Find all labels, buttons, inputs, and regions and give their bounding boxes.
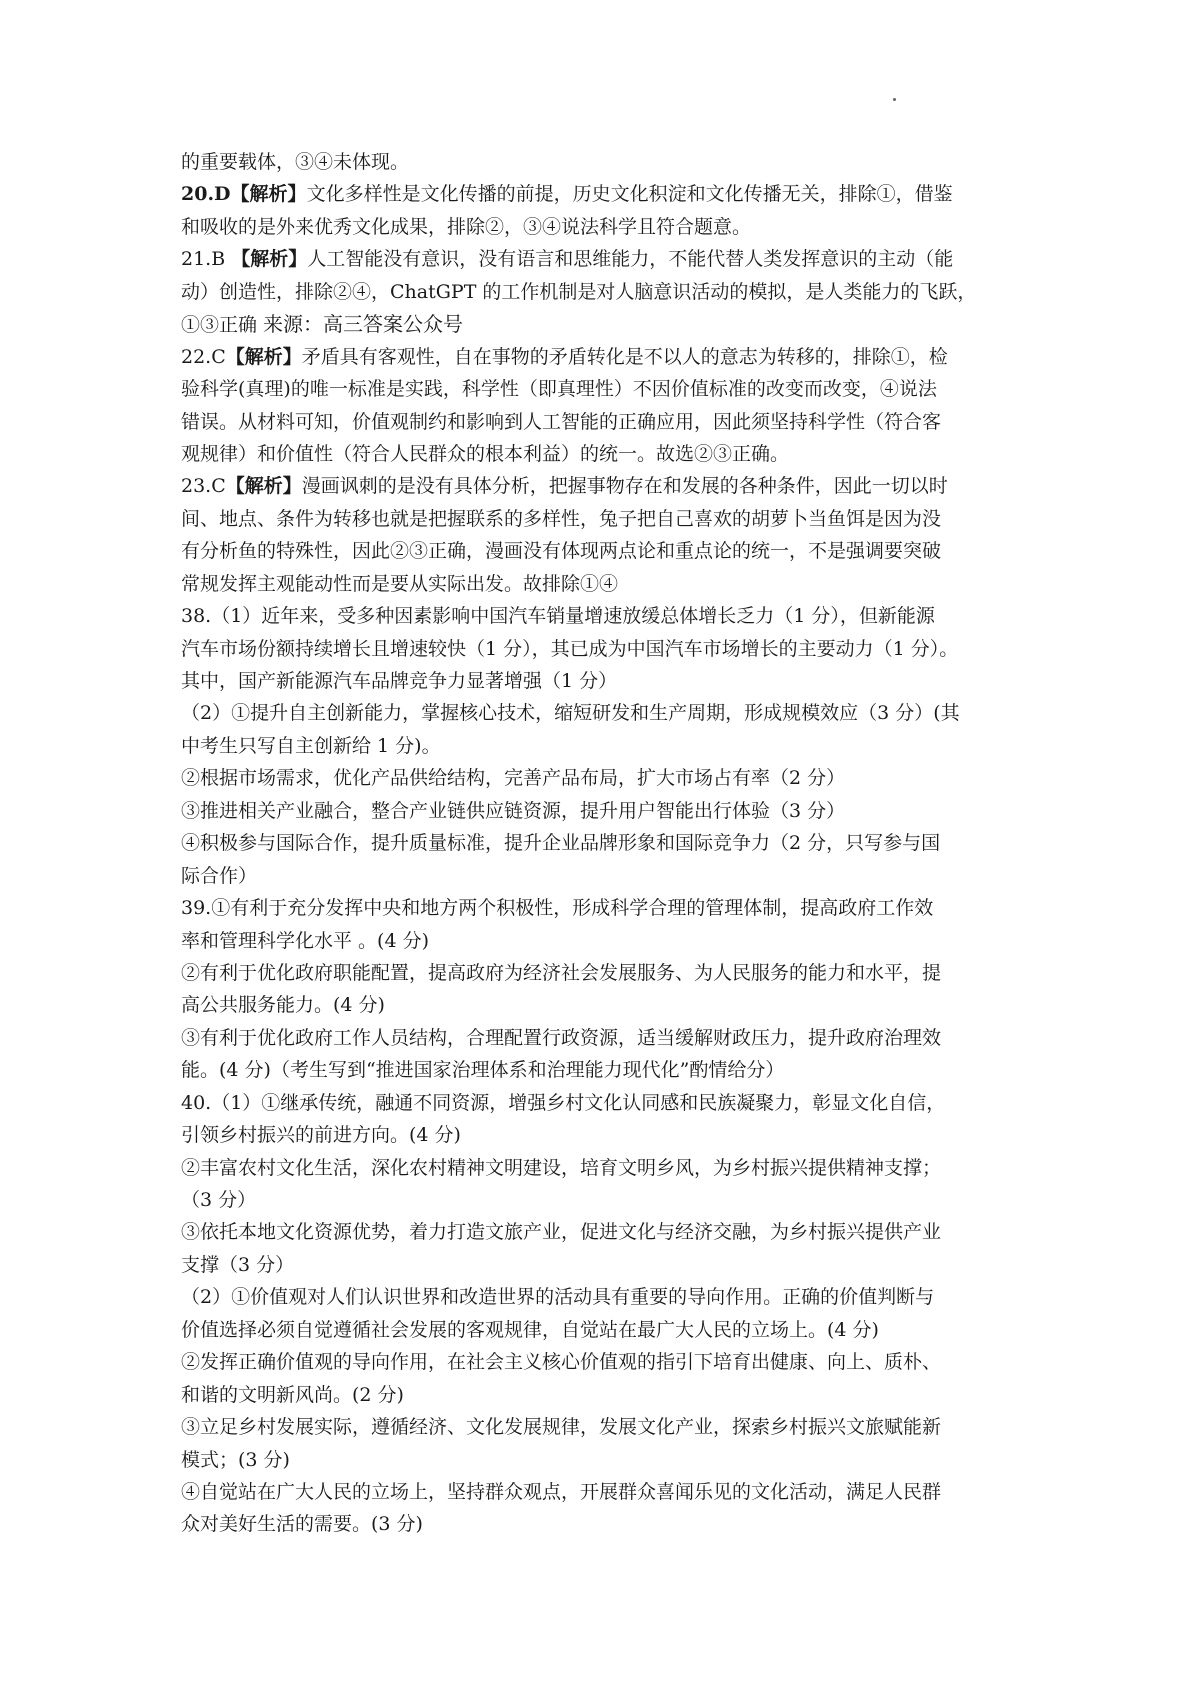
- text-line: [181, 308, 1027, 340]
- text-run: 38.（1）近年来，受多种因素影响中国汽车销量增速放缓总体增长乏力（1 分），但新能源: [181, 605, 935, 628]
- text-line: [181, 1152, 1027, 1184]
- text-run: 价值选择必须自觉遵循社会发展的客观规律，自觉站在最广大人民的立场上。(4 分): [181, 1318, 879, 1341]
- answer-key-body: [181, 146, 1027, 1541]
- text-run: 动）创造性，排除②④，ChatGPT 的工作机制是对人脑意识活动的模拟，是人类能力的飞跃，: [181, 280, 977, 303]
- text-line: [181, 989, 1027, 1021]
- text-run: 漫画讽刺的是没有具体分析，把握事物存在和发展的各种条件，因此一切以时: [301, 475, 948, 498]
- text-run: ②有利于优化政府职能配置，提高政府为经济社会发展服务、为人民服务的能力和水平，提: [181, 961, 942, 984]
- text-line: [181, 957, 1027, 989]
- text-line: [181, 1346, 1027, 1378]
- text-run: （2）①价值观对人们认识世界和改造世界的活动具有重要的导向作用。正确的价值判断与: [181, 1286, 935, 1309]
- text-run: 21.B: [181, 248, 232, 271]
- text-line: [181, 1314, 1027, 1346]
- text-line: [181, 373, 1027, 405]
- analysis-tag: 【解析】: [225, 475, 302, 498]
- text-line: [181, 1249, 1027, 1281]
- text-run: ③立足乡村发展实际，遵循经济、文化发展规律，发展文化产业，探索乡村振兴文旅赋能新: [181, 1416, 942, 1439]
- text-line: [181, 341, 1027, 373]
- text-line: [181, 1184, 1027, 1216]
- text-line: [181, 1087, 1027, 1119]
- text-run: ①③正确: [181, 314, 264, 337]
- text-run: 观规律）和价值性（符合人民群众的根本利益）的统一。故选②③正确。: [181, 442, 790, 465]
- text-run: 高公共服务能力。(4 分): [181, 994, 385, 1017]
- text-run: 错误。从材料可知，价值观制约和影响到人工智能的正确应用，因此须坚持科学性（符合客: [181, 410, 942, 433]
- text-run: 支撑（3 分）: [181, 1253, 295, 1276]
- text-run: 际合作）: [181, 864, 258, 887]
- text-run: ④自觉站在广大人民的立场上，坚持群众观点，开展群众喜闻乐见的文化活动，满足人民群: [181, 1480, 942, 1503]
- analysis-tag: 【解析】: [231, 248, 308, 271]
- text-run: 20.D: [181, 183, 231, 206]
- analysis-tag: 【解析】: [225, 345, 302, 368]
- text-line: [181, 827, 1027, 859]
- text-run: 间、地点、条件为转移也就是把握联系的多样性，兔子把自己喜欢的胡萝卜当鱼饵是因为没: [181, 507, 942, 530]
- text-run: （2）①提升自主创新能力，掌握核心技术，缩短研发和生产周期，形成规模效应（3 分）(其: [181, 702, 960, 725]
- text-run: 中考生只写自主创新给 1 分)。: [181, 734, 441, 757]
- text-run: 和谐的文明新风尚。(2 分): [181, 1383, 404, 1406]
- text-line: [181, 146, 1027, 178]
- text-line: [181, 892, 1027, 924]
- text-line: [181, 438, 1027, 470]
- text-line: [181, 535, 1027, 567]
- text-line: [181, 568, 1027, 600]
- text-run: ②发挥正确价值观的导向作用，在社会主义核心价值观的指引下培育出健康、向上、质朴、: [181, 1351, 942, 1374]
- text-line: [181, 211, 1027, 243]
- text-run: 有分析鱼的特殊性，因此②③正确，漫画没有体现两点论和重点论的统一，不是强调要突破: [181, 540, 942, 563]
- text-run: ③推进相关产业融合，整合产业链供应链资源，提升用户智能出行体验（3 分）: [181, 799, 846, 822]
- text-line: [181, 1508, 1027, 1540]
- text-line: [181, 1022, 1027, 1054]
- text-line: [181, 1054, 1027, 1086]
- text-run: （3 分）: [181, 1189, 257, 1211]
- text-run: 常规发挥主观能动性而是要从实际出发。故排除①④: [181, 572, 619, 595]
- text-run: 的重要载体，③④未体现。: [181, 151, 410, 173]
- text-run: 率和管理科学化水平 。(4 分): [181, 929, 429, 952]
- text-line: [181, 470, 1027, 502]
- text-run: 模式；(3 分): [181, 1448, 290, 1471]
- text-run: 文化多样性是文化传播的前提，历史文化积淀和文化传播无关，排除①，借鉴: [306, 183, 953, 206]
- text-run: ④积极参与国际合作，提升质量标准，提升企业品牌形象和国际竞争力（2 分，只写参与国: [181, 832, 941, 855]
- text-line: [181, 503, 1027, 535]
- text-run: 其中，国产新能源汽车品牌竞争力显著增强（1 分）: [181, 670, 618, 692]
- text-run: ③依托本地文化资源优势，着力打造文旅产业，促进文化与经济交融，为乡村振兴提供产业: [181, 1221, 942, 1244]
- text-line: [181, 795, 1027, 827]
- text-run: 人工智能没有意识，没有语言和思维能力，不能代替人类发挥意识的主动（能: [307, 248, 954, 271]
- text-line: [181, 1119, 1027, 1151]
- text-line: [181, 925, 1027, 957]
- text-line: [181, 665, 1027, 697]
- text-line: [181, 600, 1027, 632]
- text-run: 引领乡村振兴的前进方向。(4 分): [181, 1124, 461, 1147]
- text-line: [181, 1444, 1027, 1476]
- text-line: [181, 1216, 1027, 1248]
- page-speck: [893, 98, 896, 101]
- text-run: ③有利于优化政府工作人员结构，合理配置行政资源，适当缓解财政压力，提升政府治理效: [181, 1026, 942, 1049]
- text-run: ②根据市场需求，优化产品供给结构，完善产品布局，扩大市场占有率（2 分）: [181, 767, 846, 790]
- text-run: 40.（1）①继承传统，融通不同资源，增强乡村文化认同感和民族凝聚力，彰显文化自信，: [181, 1091, 946, 1114]
- text-line: [181, 1379, 1027, 1411]
- text-run: ②丰富农村文化生活，深化农村精神文明建设，培育文明乡风，为乡村振兴提供精神支撑；: [181, 1156, 942, 1179]
- text-run: 矛盾具有客观性，自在事物的矛盾转化是不以人的意志为转移的，排除①，检: [301, 345, 948, 368]
- text-line: [181, 730, 1027, 762]
- text-line: [181, 762, 1027, 794]
- text-line: [181, 697, 1027, 729]
- text-run: 众对美好生活的需要。(3 分): [181, 1513, 423, 1536]
- text-run: 23.C: [181, 475, 226, 498]
- text-line: [181, 1281, 1027, 1313]
- text-line: [181, 406, 1027, 438]
- source-note: 来源：高三答案公众号: [263, 312, 464, 337]
- text-run: 能。(4 分)（考生写到“推进国家治理体系和治理能力现代化”酌情给分）: [181, 1059, 785, 1082]
- text-line: [181, 178, 1027, 210]
- text-run: 汽车市场份额持续增长且增速较快（1 分），其已成为中国汽车市场增长的主要动力（1 分）。: [181, 637, 959, 660]
- text-line: [181, 1411, 1027, 1443]
- text-line: [181, 1476, 1027, 1508]
- text-line: [181, 860, 1027, 892]
- text-run: 验科学(真理)的唯一标准是实践，科学性（即真理性）不因价值标准的改变而改变，④说法: [181, 378, 937, 401]
- text-run: 22.C: [181, 345, 226, 368]
- text-line: [181, 243, 1027, 275]
- text-run: 和吸收的是外来优秀文化成果，排除②，③④说法科学且符合题意。: [181, 215, 752, 238]
- analysis-tag: 【解析】: [230, 183, 307, 206]
- text-line: [181, 633, 1027, 665]
- text-run: 39.①有利于充分发挥中央和地方两个积极性，形成科学合理的管理体制，提高政府工作效: [181, 897, 934, 920]
- text-line: [181, 276, 1027, 308]
